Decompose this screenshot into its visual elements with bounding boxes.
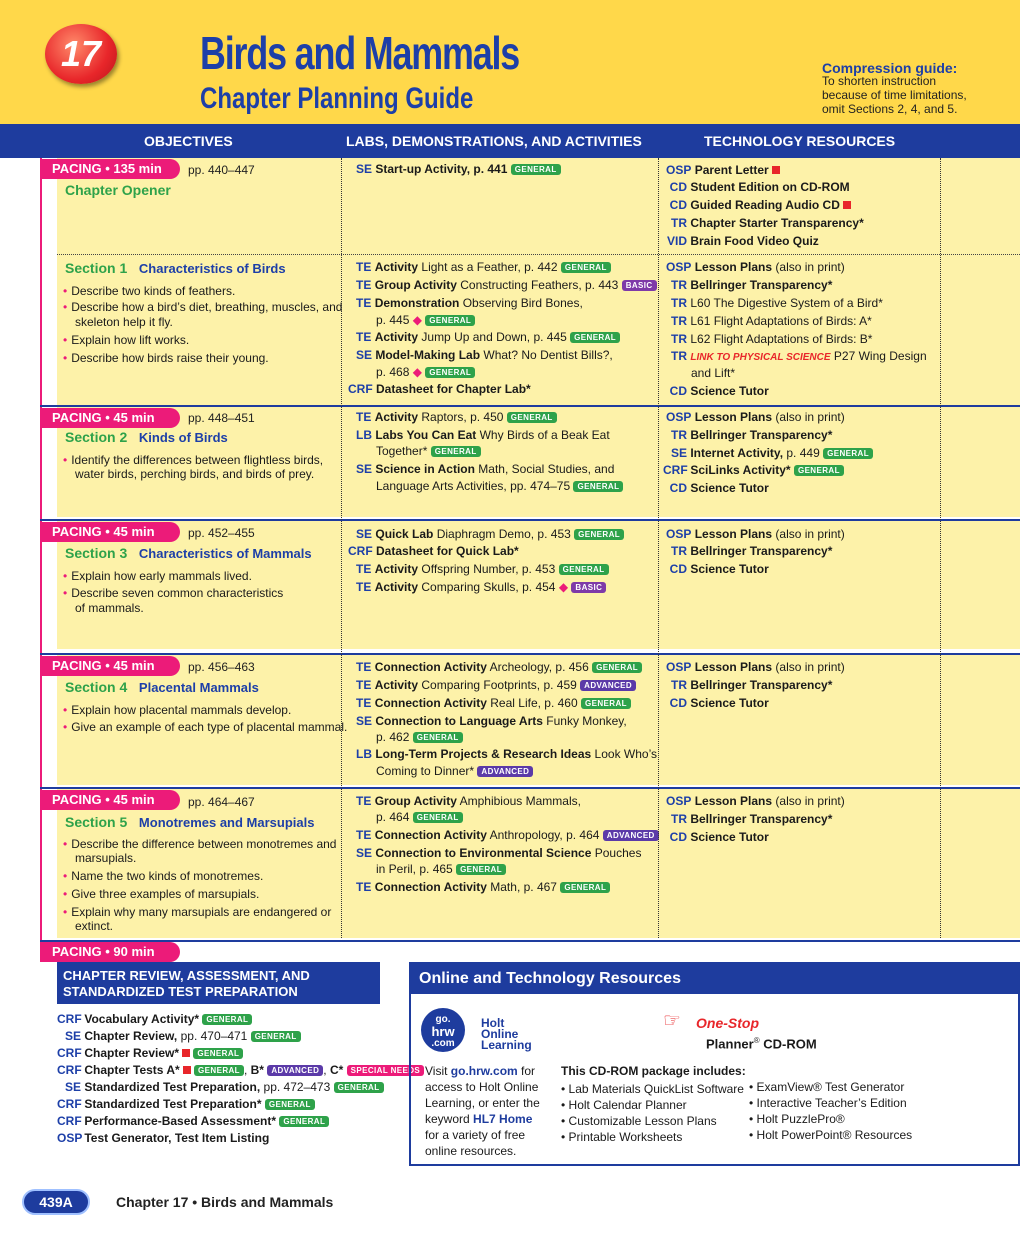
lab-item: TE Activity Light as a Feather, p. 442 GENERAL — [356, 260, 611, 274]
online-resources-heading: Online and Technology Resources — [411, 964, 1018, 994]
page-number-badge: 439A — [22, 1189, 90, 1215]
cd-list-item: • Interactive Teacher’s Edition — [749, 1096, 907, 1110]
tech-item: TR Bellringer Transparency* — [671, 544, 833, 558]
review-item: CRF Chapter Tests A* GENERAL , B* ADVANCED , C* SPECIAL NEEDS — [57, 1063, 424, 1077]
tech-item: VID Brain Food Video Quiz — [666, 234, 819, 248]
section-3-title: Section 3 Characteristics of Mammals — [65, 545, 312, 561]
footer-text: Chapter 17 • Birds and Mammals — [116, 1194, 334, 1210]
tech-item: TR Bellringer Transparency* — [671, 678, 833, 692]
go-hrw-logo: go. hrw .com — [421, 1008, 465, 1052]
lab-item: in Peril, p. 465 GENERAL — [376, 862, 506, 876]
tech-item: TR Chapter Starter Transparency* — [671, 216, 864, 230]
chapter-subtitle: Chapter Planning Guide — [200, 82, 474, 115]
tech-item: CD Science Tutor — [669, 696, 769, 710]
tech-item: TR Bellringer Transparency* — [671, 278, 833, 292]
column-separator — [341, 158, 342, 938]
compression-guide-text: To shorten instruction because of time limitations, omit Sections 2, 4, and 5. — [822, 74, 967, 116]
objective-item: • Describe the difference between monotremes and — [63, 837, 336, 851]
tech-item: OSP Lesson Plans (also in print) — [666, 794, 845, 808]
lab-item: TE Activity Offspring Number, p. 453 GENERAL — [356, 562, 609, 576]
lab-item: TE Activity Raptors, p. 450 GENERAL — [356, 410, 557, 424]
pacing-pages: pp. 452–455 — [188, 526, 255, 540]
objective-item: • Explain why many marsupials are endangered or — [63, 905, 331, 919]
pacing-label: PACING • 135 min — [40, 159, 180, 179]
tech-item: TR L61 Flight Adaptations of Birds: A* — [671, 314, 872, 328]
review-list — [57, 1004, 421, 1154]
objective-item: marsupials. — [75, 851, 137, 865]
review-item: CRF Vocabulary Activity* GENERAL — [57, 1012, 252, 1026]
cd-list-item: • ExamView® Test Generator — [749, 1080, 905, 1094]
tech-item: CD Student Edition on CD-ROM — [669, 180, 850, 194]
section-5-title: Section 5 Monotremes and Marsupials — [65, 814, 315, 830]
tech-item: TR Bellringer Transparency* — [671, 812, 833, 826]
lab-item: CRF Datasheet for Chapter Lab* — [348, 382, 531, 396]
review-item: OSP Test Generator, Test Item Listing — [57, 1131, 270, 1145]
labs-heading: LABS, DEMONSTRATIONS, AND ACTIVITIES — [346, 133, 642, 149]
lab-item: p. 464 GENERAL — [376, 810, 463, 824]
pacing-label: PACING • 45 min — [40, 656, 180, 676]
tech-item: and Lift* — [691, 366, 736, 380]
objective-item: • Describe how a bird’s diet, breathing, muscles, and — [63, 300, 342, 314]
lab-item: TE Demonstration Observing Bird Bones, — [356, 296, 583, 310]
objective-item: • Describe seven common characteristics — [63, 586, 283, 600]
objective-item: • Describe how birds raise their young. — [63, 351, 269, 365]
lab-item: LB Long-Term Projects & Research Ideas Look Who’s — [356, 747, 658, 761]
review-heading: CHAPTER REVIEW, ASSESSMENT, AND STANDARDIZED TEST PREPARATION — [57, 962, 380, 1004]
lab-item: SE Connection to Environmental Science Pouches — [356, 846, 642, 860]
lab-item: p. 445 ◆ GENERAL — [376, 313, 475, 327]
tech-item: TR L62 Flight Adaptations of Birds: B* — [671, 332, 873, 346]
visit-text: access to Holt Online — [425, 1080, 539, 1094]
review-item: CRF Standardized Test Preparation* GENERAL — [57, 1097, 315, 1111]
pacing-pages: pp. 456–463 — [188, 660, 255, 674]
tech-item: OSP Lesson Plans (also in print) — [666, 410, 845, 424]
chapter-opener-title: Chapter Opener — [65, 182, 171, 198]
column-separator — [658, 158, 659, 938]
lab-item: TE Group Activity Constructing Feathers, p. 443 BASIC — [356, 278, 657, 292]
column-separator — [940, 158, 941, 938]
objectives-heading: OBJECTIVES — [144, 133, 233, 149]
chapter-title: Birds and Mammals — [200, 27, 520, 79]
tech-item: TR L60 The Digestive System of a Bird* — [671, 296, 883, 310]
pointer-hand-icon: ☞ — [663, 1010, 681, 1032]
cd-list-item: • Customizable Lesson Plans — [561, 1114, 717, 1128]
pacing-label: PACING • 45 min — [40, 522, 180, 542]
objective-item: of mammals. — [75, 601, 144, 615]
visit-text: Visit go.hrw.com for — [425, 1064, 536, 1078]
objective-item: • Give an example of each type of placental mammal. — [63, 720, 347, 734]
objective-item: extinct. — [75, 919, 114, 933]
compression-guide-title: Compression guide: — [822, 60, 958, 76]
objective-item: • Explain how placental mammals develop. — [63, 703, 291, 717]
tech-item: TR LINK TO PHYSICAL SCIENCE P27 Wing Design — [671, 349, 927, 363]
review-item: SE Standardized Test Preparation, pp. 472–473 GENERAL — [57, 1080, 384, 1094]
pacing-label: PACING • 45 min — [40, 408, 180, 428]
tech-item: TR Bellringer Transparency* — [671, 428, 833, 442]
visit-text: keyword HL7 Home — [425, 1112, 533, 1126]
objective-item: water birds, perching birds, and birds of prey. — [75, 467, 315, 481]
lab-item: TE Connection Activity Math, p. 467 GENERAL — [356, 880, 610, 894]
section-rule — [40, 940, 1020, 942]
objective-item: skeleton help it fly. — [75, 315, 173, 329]
lab-item: LB Labs You Can Eat Why Birds of a Beak Eat — [356, 428, 610, 442]
tech-item: CD Guided Reading Audio CD — [669, 198, 851, 212]
cd-list-item: • Holt PowerPoint® Resources — [749, 1128, 913, 1142]
lab-item: Language Arts Activities, pp. 474–75 GENERAL — [376, 479, 623, 493]
review-item: SE Chapter Review, pp. 470–471 GENERAL — [57, 1029, 301, 1043]
lab-item: SE Connection to Language Arts Funky Monkey, — [356, 714, 627, 728]
pacing-pages: pp. 464–467 — [188, 795, 255, 809]
online-resources-box — [409, 962, 1020, 1166]
section-2-title: Section 2 Kinds of Birds — [65, 429, 228, 445]
lab-item: Together* GENERAL — [376, 444, 481, 458]
holt-online-learning-logo: Holt Online Learning — [481, 1016, 532, 1052]
row-divider — [57, 254, 1020, 255]
cd-list-item: • Printable Worksheets — [561, 1130, 683, 1144]
pacing-label: PACING • 90 min — [40, 942, 180, 962]
pacing-spine — [40, 158, 42, 958]
lab-item: p. 468 ◆ GENERAL — [376, 365, 475, 379]
lab-item: TE Connection Activity Archeology, p. 456 GENERAL — [356, 660, 642, 674]
objective-item: • Explain how early mammals lived. — [63, 569, 252, 583]
tech-item: CD Science Tutor — [669, 384, 769, 398]
lab-item: CRF Datasheet for Quick Lab* — [348, 544, 519, 558]
lab-item: p. 462 GENERAL — [376, 730, 463, 744]
cd-list-item: • Lab Materials QuickList Software — [561, 1082, 744, 1096]
objective-item: • Describe two kinds of feathers. — [63, 284, 235, 298]
section-1-title: Section 1 Characteristics of Birds — [65, 260, 286, 276]
one-stop-logo: One-Stop — [696, 1015, 759, 1031]
lab-item: Coming to Dinner* ADVANCED — [376, 764, 533, 778]
lab-item: TE Activity Comparing Footprints, p. 459 ADVANCED — [356, 678, 636, 692]
lab-item: TE Connection Activity Anthropology, p. 464 ADVANCED — [356, 828, 659, 842]
objective-item: • Name the two kinds of monotremes. — [63, 869, 263, 883]
tech-item: OSP Lesson Plans (also in print) — [666, 527, 845, 541]
column-header-bar — [0, 124, 1020, 158]
lab-item: TE Connection Activity Real Life, p. 460 GENERAL — [356, 696, 631, 710]
pacing-pages: pp. 448–451 — [188, 411, 255, 425]
cd-list-item: • Holt PuzzlePro® — [749, 1112, 845, 1126]
tech-item: CD Science Tutor — [669, 481, 769, 495]
tech-item: OSP Parent Letter — [666, 163, 780, 177]
visit-text: online resources. — [425, 1144, 517, 1158]
lab-item: SE Start-up Activity, p. 441 GENERAL — [356, 162, 561, 176]
objective-item: • Explain how lift works. — [63, 333, 189, 347]
tech-item: CD Science Tutor — [669, 830, 769, 844]
tech-item: OSP Lesson Plans (also in print) — [666, 660, 845, 674]
lab-item: TE Activity Comparing Skulls, p. 454 ◆ BASIC — [356, 580, 606, 594]
pacing-pages: pp. 440–447 — [188, 163, 255, 177]
visit-text: Learning, or enter the — [425, 1096, 540, 1110]
lab-item: TE Activity Jump Up and Down, p. 445 GENERAL — [356, 330, 620, 344]
chapter-number-badge — [45, 24, 117, 84]
pacing-label: PACING • 45 min — [40, 790, 180, 810]
tech-item: CRF SciLinks Activity* GENERAL — [663, 463, 844, 477]
visit-text: for a variety of free — [425, 1128, 526, 1142]
objective-item: • Identify the differences between flightless birds, — [63, 453, 323, 467]
cd-intro: This CD-ROM package includes: — [561, 1064, 746, 1078]
objective-item: • Give three examples of marsupials. — [63, 887, 259, 901]
chapter-number: 17 — [60, 33, 102, 74]
review-item: CRF Performance-Based Assessment* GENERAL — [57, 1114, 329, 1128]
tech-item: SE Internet Activity, p. 449 GENERAL — [669, 446, 873, 460]
chapter-header — [0, 0, 1020, 124]
technology-heading: TECHNOLOGY RESOURCES — [704, 133, 896, 149]
tech-item: CD Science Tutor — [669, 562, 769, 576]
lab-item: SE Quick Lab Diaphragm Demo, p. 453 GENERAL — [356, 527, 624, 541]
planner-label: Planner® CD-ROM — [706, 1036, 817, 1052]
lab-item: SE Science in Action Math, Social Studies, and — [356, 462, 615, 476]
cd-list-item: • Holt Calendar Planner — [561, 1098, 687, 1112]
review-item: CRF Chapter Review* GENERAL — [57, 1046, 243, 1060]
lab-item: TE Group Activity Amphibious Mammals, — [356, 794, 581, 808]
tech-item: OSP Lesson Plans (also in print) — [666, 260, 845, 274]
lab-item: SE Model-Making Lab What? No Dentist Bills?, — [356, 348, 613, 362]
section-4-title: Section 4 Placental Mammals — [65, 679, 259, 695]
